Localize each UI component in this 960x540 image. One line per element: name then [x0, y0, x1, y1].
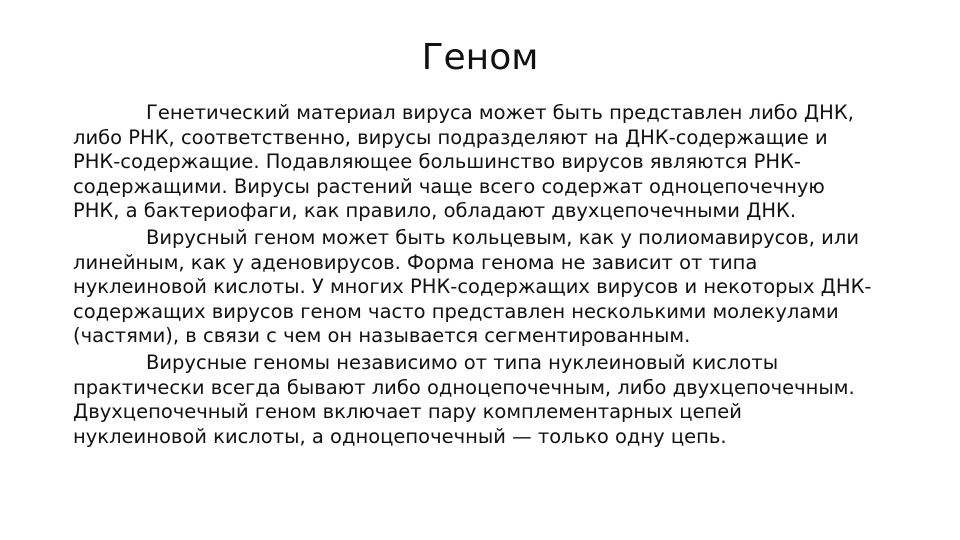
- paragraph-genome-shape: Вирусный геном может быть кольцевым, как у полиомавирусов, или линейным, как у аденовирусов. Форма генома не зависит от типа нуклеиновой кислоты. У многих РНК-содержащих вирусов и некоторых ДНК-содержащих вирусов геном часто представлен несколькими молекулами (частями), в связи с чем он называется сегментированным.: [73, 225, 872, 348]
- paragraph-genetic-material: Генетический материал вируса может быть представлен либо ДНК, либо РНК, соответственно, вирусы подразделяют на ДНК-содержащие и РНК-содержащие. Подавляющее большинство вирусов являются РНК-содержащими. Вирусы растений чаще всего содержат одноцепочечную РНК, а бактериофаги, как правило, обладают двухцепочечными ДНК.: [73, 101, 854, 223]
- paragraph-genome-strands: Вирусные геномы независимо от типа нуклеиновый кислоты практически всегда бывают либо одноцепочечным, либо двухцепочечным. Двухцепочечный геном включает пару комплементарных цепей нуклеиновой кислоты, а одноцепочечный — только одну цепь.: [73, 350, 855, 448]
- slide-title: Геном: [421, 37, 539, 78]
- slide-body: [73, 101, 873, 451]
